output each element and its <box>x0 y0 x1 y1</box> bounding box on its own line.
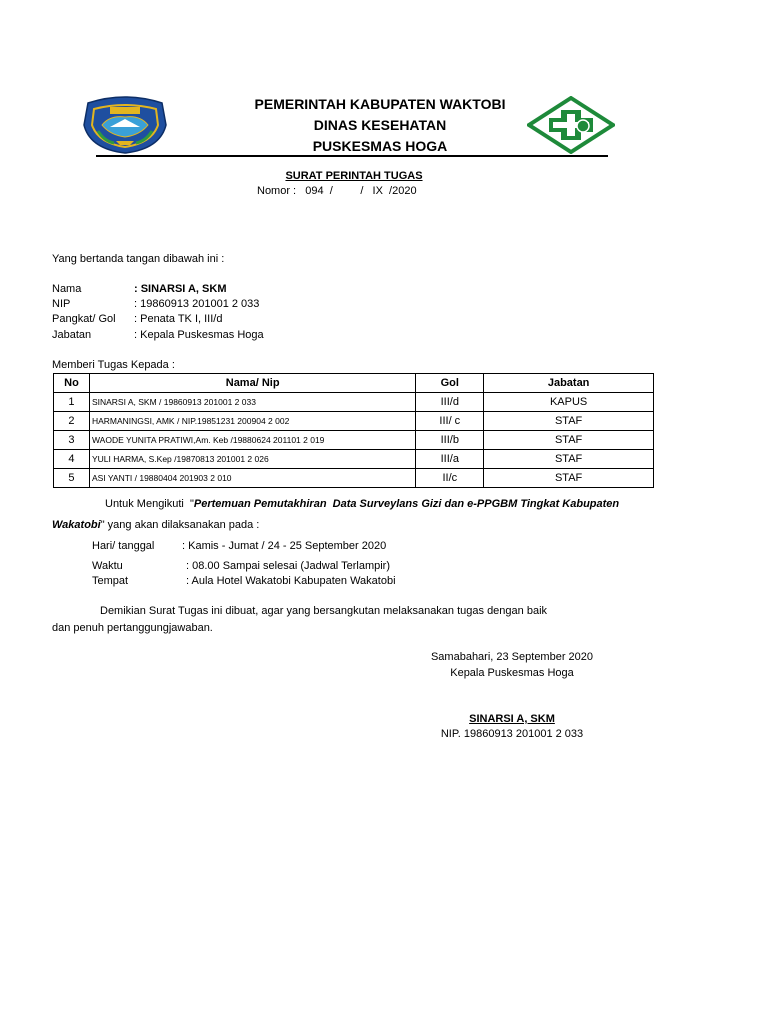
intro-text: Yang bertanda tangan dibawah ini : <box>52 253 225 265</box>
closing-line1: Demikian Surat Tugas ini dibuat, agar yang bersangkutan melaksanakan tugas dengan baik <box>100 605 548 617</box>
col-header-no: No <box>54 374 90 393</box>
col-header-jabatan: Jabatan <box>484 374 654 393</box>
signer-position-label: Jabatan <box>52 329 92 341</box>
header-government: PEMERINTAH KABUPATEN WAKTOBI <box>254 96 506 112</box>
assign-label: Memberi Tugas Kepada : <box>52 359 175 371</box>
row-no: 1 <box>54 393 90 412</box>
letter-number: Nomor : 094 / / IX /2020 <box>257 185 417 197</box>
letter-title: SURAT PERINTAH TUGAS <box>285 170 423 182</box>
schedule-place-label: Tempat <box>92 575 129 587</box>
header-department: DINAS KESEHATAN <box>313 117 447 133</box>
row-no: 4 <box>54 450 90 469</box>
row-name: WAODE YUNITA PRATIWI,Am. Keb /19880624 201101 2 019 <box>89 431 415 450</box>
table-row <box>54 469 654 488</box>
row-gol: III/b <box>416 431 484 450</box>
row-jabatan: STAF <box>484 450 654 469</box>
row-jabatan: STAF <box>484 431 654 450</box>
row-jabatan: STAF <box>484 469 654 488</box>
signer-rank-value: : Penata TK I, III/d <box>134 313 223 325</box>
purpose-prefix: Untuk Mengikuti " <box>105 498 194 510</box>
table-row <box>54 431 654 450</box>
schedule-time-value: : 08.00 Sampai selesai (Jadwal Terlampir) <box>186 560 390 572</box>
signature-nip: NIP. 19860913 201001 2 033 <box>440 728 584 740</box>
table-row <box>54 412 654 431</box>
signer-rank-label: Pangkat/ Gol <box>52 313 116 325</box>
row-no: 2 <box>54 412 90 431</box>
signer-name-value: : SINARSI A, SKM <box>134 283 227 295</box>
purpose-event-cont: Wakatobi <box>52 519 101 531</box>
row-name: ASI YANTI / 19880404 201903 2 010 <box>89 469 415 488</box>
table-row <box>54 393 654 412</box>
row-name: SINARSI A, SKM / 19860913 201001 2 033 <box>89 393 415 412</box>
closing-line2: dan penuh pertanggungjawaban. <box>52 622 213 634</box>
col-header-name: Nama/ Nip <box>89 374 415 393</box>
signature-place-date: Samabahari, 23 September 2020 <box>430 651 594 663</box>
regency-emblem <box>80 95 170 155</box>
row-jabatan: STAF <box>484 412 654 431</box>
purpose-event: Pertemuan Pemutakhiran Data Surveylans Gizi dan e-PPGBM Tingkat Kabupaten <box>193 498 620 510</box>
signer-position-value: : Kepala Puskesmas Hoga <box>134 329 264 341</box>
row-gol: III/ c <box>416 412 484 431</box>
row-jabatan: KAPUS <box>484 393 654 412</box>
row-gol: II/c <box>416 469 484 488</box>
signer-name-label: Nama <box>52 283 82 295</box>
signer-nip-label: NIP <box>52 298 71 310</box>
signature-name: SINARSI A, SKM <box>469 713 555 725</box>
assignee-table <box>53 373 654 488</box>
header-puskesmas: PUSKESMAS HOGA <box>312 138 448 154</box>
signature-position: Kepala Puskesmas Hoga <box>450 667 574 679</box>
schedule-place-value: : Aula Hotel Wakatobi Kabupaten Wakatobi <box>186 575 396 587</box>
row-no: 3 <box>54 431 90 450</box>
row-gol: III/d <box>416 393 484 412</box>
row-name: HARMANINGSI, AMK / NIP.19851231 200904 2 002 <box>89 412 415 431</box>
col-header-gol: Gol <box>416 374 484 393</box>
purpose-suffix: " yang akan dilaksanakan pada : <box>100 519 260 531</box>
header-divider <box>96 155 608 157</box>
row-gol: III/a <box>416 450 484 469</box>
table-row <box>54 450 654 469</box>
purpose-line1 <box>105 498 619 510</box>
puskesmas-logo <box>527 96 615 154</box>
row-no: 5 <box>54 469 90 488</box>
purpose-line2 <box>52 519 259 531</box>
schedule-date-value: : Kamis - Jumat / 24 - 25 September 2020 <box>182 540 387 552</box>
signer-nip-value: : 19860913 201001 2 033 <box>134 298 260 310</box>
table-header-row <box>54 374 654 393</box>
schedule-date-label: Hari/ tanggal <box>92 540 155 552</box>
row-name: YULI HARMA, S.Kep /19870813 201001 2 026 <box>89 450 415 469</box>
schedule-time-label: Waktu <box>92 560 123 572</box>
